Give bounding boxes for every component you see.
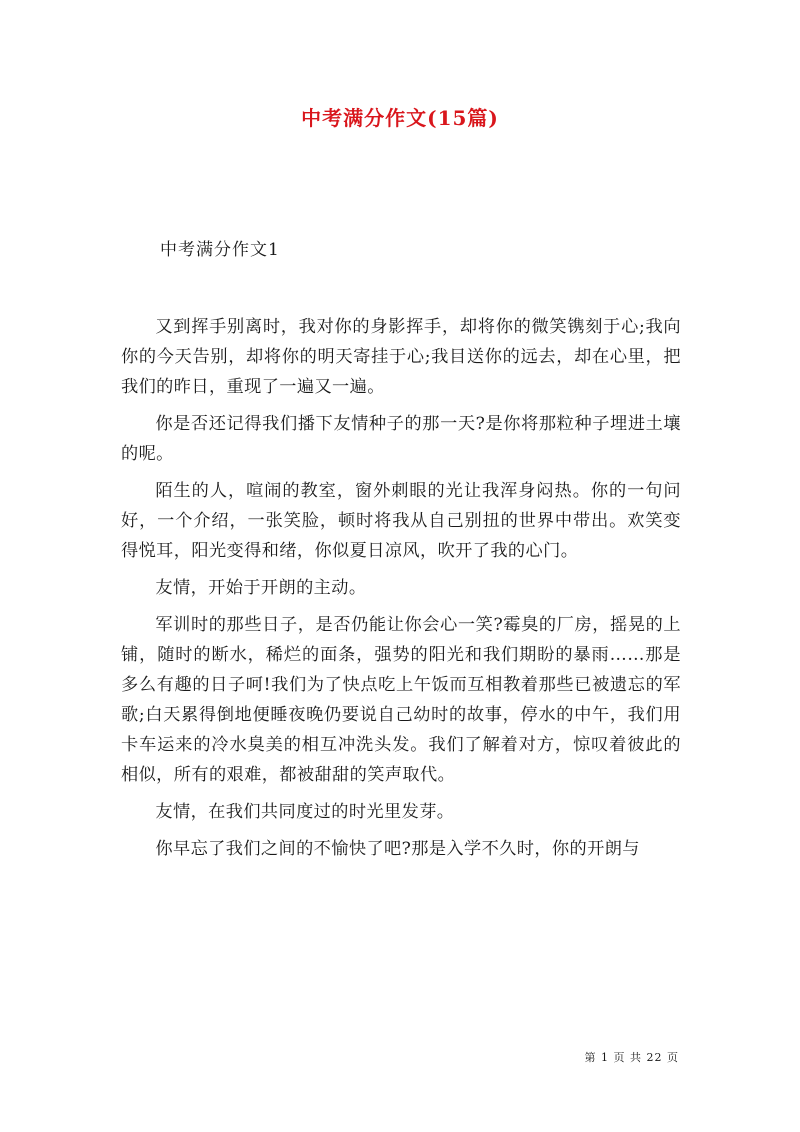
paragraph: 友情，在我们共同度过的时光里发芽。: [155, 802, 455, 822]
page-number-footer: 第 1 页 共 22 页: [584, 1051, 679, 1064]
paragraph: 你是否还记得我们播下友情种子的那一天?是你将那粒种子埋进土壤的呢。: [121, 414, 681, 464]
paragraph: 友情，开始于开朗的主动。: [155, 578, 367, 598]
section-heading: 中考满分作文1: [160, 240, 280, 260]
paragraph: 军训时的那些日子，是否仍能让你会心一笑?霉臭的厂房，摇晃的上铺，随时的断水，稀烂的面条，强势的阳光和我们期盼的暴雨……那是多么有趣的日子呵!我们为了快点吃上午饭而互相教着那些已被遗忘的军歌;白天累得倒地便睡夜晚仍要说自己幼时的故事，停水的中午，我们用卡车运来的冷水臭美的相互冲洗头发。我们了解着对方，惊叹着彼此的相似，所有的艰难，都被甜甜的笑声取代。: [121, 615, 681, 785]
page-title: 中考满分作文(15篇): [301, 106, 499, 130]
paragraph: 陌生的人，喧闹的教室，窗外刺眼的光让我浑身闷热。你的一句问好，一个介绍，一张笑脸，顿时将我从自己别扭的世界中带出。欢笑变得悦耳，阳光变得和绪，你似夏日凉风，吹开了我的心门。: [121, 481, 681, 561]
paragraph: 你早忘了我们之间的不愉快了吧?那是入学不久时，你的开朗与: [155, 839, 640, 859]
paragraph: 又到挥手别离时，我对你的身影挥手，却将你的微笑镌刻于心;我向你的今天告别，却将你的明天寄挂于心;我目送你的远去，却在心里，把我们的昨日，重现了一遍又一遍。: [121, 317, 681, 397]
body-text: [121, 312, 681, 871]
